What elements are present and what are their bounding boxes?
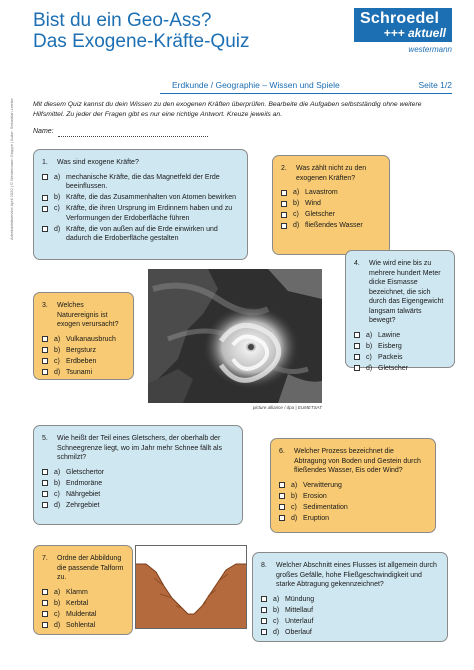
answer-option[interactable] (281, 188, 381, 198)
option-text: Vulkanausbruch (66, 335, 116, 343)
checkbox[interactable] (279, 504, 285, 510)
answer-options (279, 481, 427, 524)
valley-profile-svg (136, 546, 246, 628)
answer-option[interactable] (279, 492, 427, 502)
option-text: Kräfte, die von außen auf die Erde einwirken und dadurch die Erdoberfläche gestalten (66, 225, 218, 242)
answer-option[interactable] (281, 210, 381, 220)
option-text: Gletschertor (66, 468, 105, 476)
option-text: Muldental (66, 610, 97, 618)
option-text: Eisberg (378, 342, 402, 350)
question-text: Was sind exogene Kräfte? (57, 159, 139, 166)
question-number: 7. (42, 555, 48, 562)
answer-options (354, 331, 446, 374)
answer-option[interactable] (354, 364, 446, 374)
question-text: Was zählt nicht zu den exogenen Kräften? (296, 165, 367, 182)
question-number: 2. (281, 165, 287, 172)
checkbox[interactable] (281, 190, 287, 196)
page-number: Seite 1/2 (418, 80, 452, 90)
checkbox[interactable] (354, 354, 360, 360)
option-text: Kräfte, die das Zusammenhalten von Atomen bewirken (66, 194, 237, 201)
checkbox[interactable] (42, 469, 48, 475)
option-label: b) (54, 599, 61, 607)
question-number: 3. (42, 302, 48, 309)
subject-label: Erdkunde / Geographie – Wissen und Spiele (172, 80, 340, 90)
option-text: Erdbeben (66, 357, 97, 365)
question-text: Wie wird eine bis zu mehrere hundert Meter dicke Eismasse bezeichnet, die sich durch das Eigengewicht langsam talwärts bewegt? (369, 260, 444, 324)
option-label: d) (54, 368, 61, 376)
question-card-1 (33, 149, 248, 260)
option-text: Verwitterung (303, 481, 342, 489)
answer-option[interactable] (42, 501, 234, 511)
option-label: d) (291, 514, 298, 522)
answer-option[interactable] (42, 173, 239, 192)
checkbox[interactable] (42, 206, 48, 212)
option-text: Eruption (303, 514, 330, 522)
option-label: b) (54, 479, 61, 487)
checkbox[interactable] (261, 596, 267, 602)
answer-option[interactable] (42, 490, 234, 500)
question-card-6 (270, 438, 436, 533)
question-text: Welcher Prozess bezeichnet die Abtragung von Boden und Gestein durch fließendes Wasser, Eis oder Wind? (294, 448, 421, 474)
option-label: c) (54, 490, 60, 498)
answer-option[interactable] (261, 606, 439, 616)
option-label: b) (293, 200, 300, 207)
option-label: c) (293, 211, 299, 218)
logo-publisher: westermann (408, 45, 452, 54)
option-label: c) (54, 610, 60, 618)
answer-option[interactable] (354, 331, 446, 341)
answer-option[interactable] (42, 610, 124, 620)
answer-option[interactable] (42, 479, 234, 489)
answer-options (281, 188, 381, 231)
option-text: Unterlauf (285, 617, 314, 625)
option-label: b) (54, 194, 61, 201)
option-label: a) (54, 468, 61, 476)
answer-option[interactable] (354, 353, 446, 363)
question-number: 1. (42, 159, 48, 166)
option-text: Bergsturz (66, 346, 96, 354)
option-label: c) (54, 357, 60, 365)
copyright-side-text: Arbeitsblattservice April 2020 | © Westermann Gruppe | Autor: Sebastian Lemke (9, 98, 14, 240)
checkbox[interactable] (42, 600, 48, 606)
checkbox[interactable] (354, 343, 360, 349)
option-label: a) (366, 331, 373, 339)
name-label: Name: (33, 128, 54, 135)
option-label: b) (291, 492, 298, 500)
subject-bar (160, 80, 452, 94)
logo-sub: +++ aktuell (383, 26, 446, 40)
checkbox[interactable] (261, 607, 267, 613)
checkbox[interactable] (42, 347, 48, 353)
checkbox[interactable] (42, 502, 48, 508)
option-label: a) (293, 189, 300, 196)
question-number: 8. (261, 562, 267, 569)
option-label: c) (366, 353, 372, 361)
answer-option[interactable] (42, 368, 125, 378)
hurricane-photo-svg (148, 269, 322, 403)
answer-option[interactable] (42, 193, 239, 203)
question-number: 4. (354, 260, 360, 267)
option-text: Lavastrom (305, 189, 338, 196)
checkbox[interactable] (42, 336, 48, 342)
option-text: Zehrgebiet (66, 501, 100, 509)
option-text: Gletscher (378, 364, 408, 372)
checkbox[interactable] (42, 195, 48, 201)
answer-option[interactable] (261, 628, 439, 638)
checkbox[interactable] (42, 369, 48, 375)
checkbox[interactable] (279, 482, 285, 488)
answer-option[interactable] (281, 199, 381, 209)
answer-option[interactable] (261, 595, 439, 605)
option-label: d) (293, 222, 300, 229)
checkbox[interactable] (279, 515, 285, 521)
option-text: Kerbtal (66, 599, 89, 607)
answer-option[interactable] (261, 617, 439, 627)
question-card-8 (252, 552, 448, 642)
option-text: Kräfte, die ihren Ursprung im Erdinnern haben und zu Verformungen der Erdoberfläche führen (66, 205, 233, 222)
answer-option[interactable] (279, 514, 427, 524)
answer-option[interactable] (279, 481, 427, 491)
checkbox[interactable] (281, 201, 287, 207)
title-line-1: Bist du ein Geo-Ass? (33, 10, 212, 31)
answer-options (42, 468, 234, 511)
option-text: Packeis (378, 353, 403, 361)
title-line-2: Das Exogene-Kräfte-Quiz (33, 31, 250, 52)
option-text: Sedimentation (303, 503, 348, 511)
hurricane-satellite-image (148, 269, 322, 403)
option-text: Nährgebiet (66, 490, 101, 498)
answer-option[interactable] (42, 621, 124, 631)
question-text: Welches Naturereignis ist exogen verursacht? (57, 302, 119, 328)
option-label: d) (54, 501, 61, 509)
checkbox[interactable] (354, 365, 360, 371)
valley-profile-diagram (135, 545, 247, 629)
option-text: Lawine (378, 331, 401, 339)
option-label: d) (273, 628, 280, 636)
option-label: c) (273, 617, 279, 625)
answer-option[interactable] (42, 588, 124, 598)
answer-option[interactable] (279, 503, 427, 513)
option-text: fließendes Wasser (305, 222, 363, 229)
question-card-5 (33, 425, 243, 525)
publisher-logo (354, 8, 452, 54)
option-label: a) (54, 588, 61, 596)
option-label: a) (54, 173, 61, 181)
answer-option[interactable] (42, 346, 125, 356)
option-label: b) (54, 346, 61, 354)
option-label: b) (273, 606, 280, 614)
option-label: c) (54, 205, 60, 212)
option-text: Sohlental (66, 621, 96, 629)
checkbox[interactable] (42, 589, 48, 595)
checkbox[interactable] (42, 622, 48, 628)
checkbox[interactable] (281, 223, 287, 229)
option-text: mechanische Kräfte, die das Magnetfeld der Erde beeinflussen. (66, 173, 220, 190)
option-text: Mittellauf (285, 606, 314, 614)
checkbox[interactable] (354, 332, 360, 338)
answer-option[interactable] (354, 342, 446, 352)
question-card-4 (345, 250, 455, 372)
option-text: Erosion (303, 492, 327, 500)
answer-options (42, 335, 125, 378)
option-text: Mündung (285, 595, 315, 603)
worksheet-title (33, 10, 250, 52)
checkbox[interactable] (42, 480, 48, 486)
checkbox[interactable] (42, 611, 48, 617)
checkbox[interactable] (42, 174, 48, 180)
option-text: Klamm (66, 588, 88, 596)
option-label: d) (366, 364, 373, 372)
question-card-3 (33, 292, 134, 380)
checkbox[interactable] (261, 618, 267, 624)
option-label: d) (54, 225, 61, 233)
checkbox[interactable] (42, 226, 48, 232)
option-text: Tsunami (66, 368, 93, 376)
question-card-2 (272, 155, 390, 255)
checkbox[interactable] (261, 629, 267, 635)
checkbox[interactable] (42, 358, 48, 364)
option-label: a) (54, 335, 61, 343)
option-text: Wind (305, 200, 321, 207)
option-label: d) (54, 621, 61, 629)
answer-option[interactable] (281, 221, 381, 231)
intro-text: Mit diesem Quiz kannst du dein Wissen zu den exogenen Kräften überprüfen. Bearbeite die Aufgaben selbstständig ohne weitere Hilfsmittel. Zu jeder der Fragen gibt es nur eine richtige Antwort. Kreuze jeweils an. (33, 101, 422, 118)
logo-box (354, 8, 452, 42)
option-label: a) (291, 481, 298, 489)
answer-option[interactable] (42, 357, 125, 367)
question-text: Welcher Abschnitt eines Flusses ist allgemein durch großes Gefälle, hohe Fließgeschwindigkeit und starke Abtragung gekennzeichnet? (276, 562, 437, 588)
answer-option[interactable] (42, 204, 239, 223)
name-field[interactable] (58, 136, 208, 137)
question-card-7 (33, 545, 133, 635)
checkbox[interactable] (281, 212, 287, 218)
answer-option[interactable] (42, 335, 125, 345)
logo-name: Schroedel (360, 10, 440, 27)
answer-options (42, 588, 124, 631)
photo-credit: picture alliance / dpa | EUMETSAT (252, 405, 322, 410)
question-text: Ordne der Abbildung die passende Talform zu. (57, 555, 124, 581)
answer-option[interactable] (42, 599, 124, 609)
answer-options (261, 595, 439, 638)
option-label: a) (273, 595, 280, 603)
option-label: b) (366, 342, 373, 350)
option-text: Endmoräne (66, 479, 103, 487)
checkbox[interactable] (42, 491, 48, 497)
option-text: Gletscher (305, 211, 335, 218)
question-number: 5. (42, 435, 48, 442)
option-text: Oberlauf (285, 628, 312, 636)
answer-option[interactable] (42, 225, 239, 244)
option-label: c) (291, 503, 297, 511)
answer-options (42, 173, 239, 244)
answer-option[interactable] (42, 468, 234, 478)
question-number: 6. (279, 448, 285, 455)
question-text: Wie heißt der Teil eines Gletschers, der oberhalb der Schneegrenze liegt, wo im Jahr mehr Schnee fällt als schmilzt? (57, 435, 222, 461)
checkbox[interactable] (279, 493, 285, 499)
